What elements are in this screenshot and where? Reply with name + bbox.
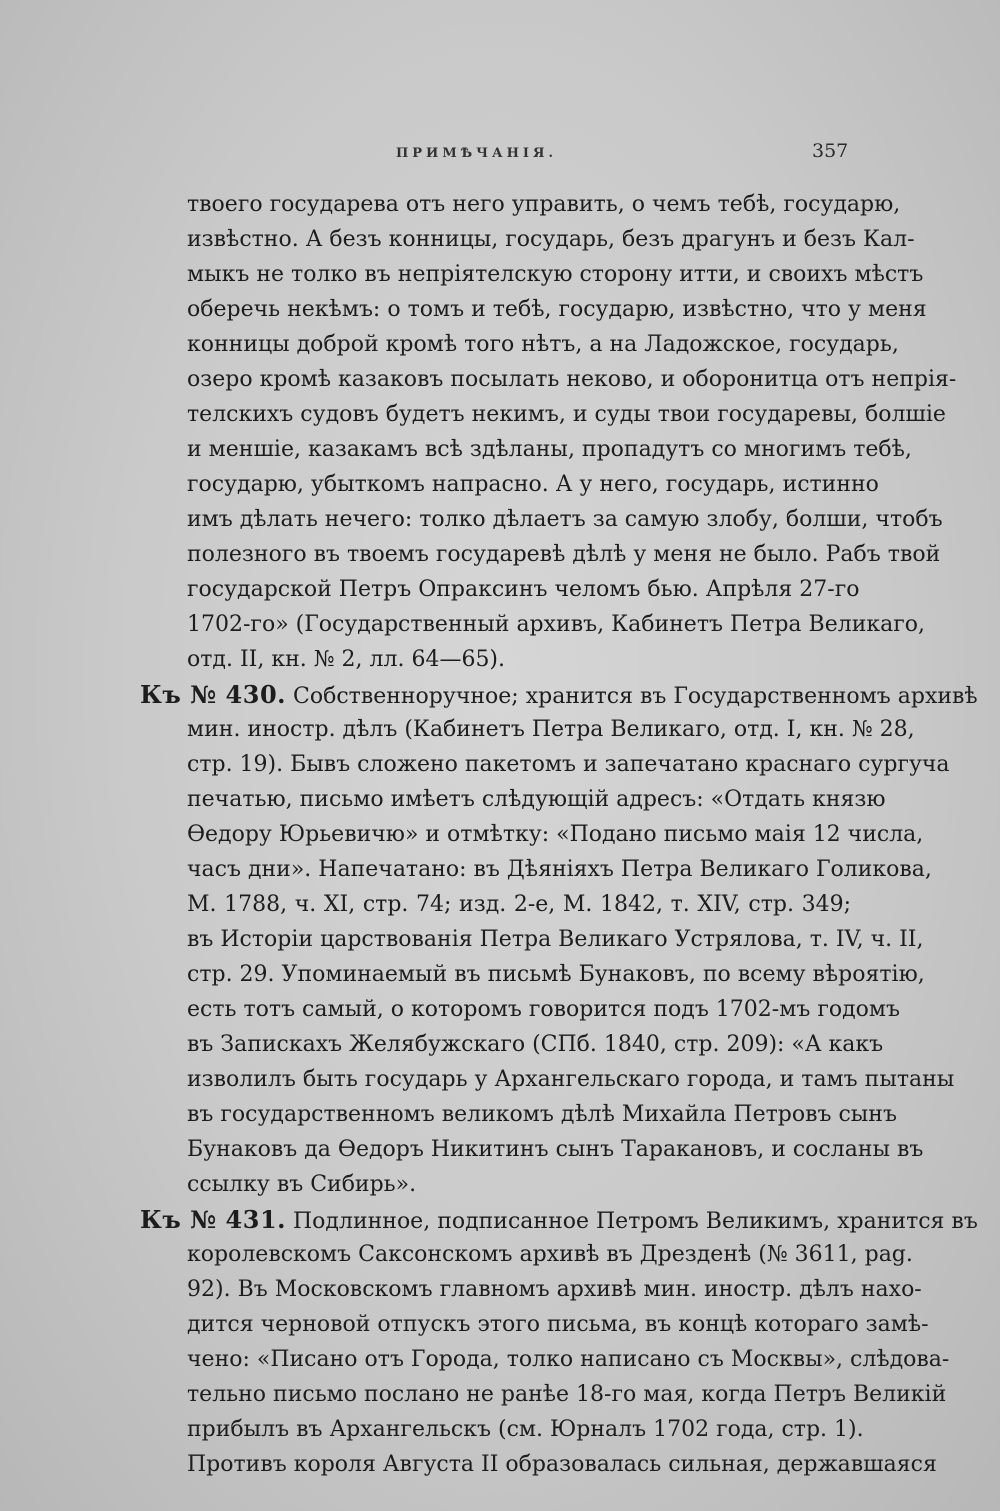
text-line: государской Петръ Опраксинъ челомъ бью. Апрѣля 27-го: [187, 577, 860, 602]
text-line: изволилъ быть государь у Архангельскаго города, и тамъ пытаны: [187, 1067, 955, 1092]
text-line: королевскомъ Саксонскомъ архивѣ въ Дрезденѣ (№ 3611, pag.: [187, 1242, 913, 1267]
text-line: мыкъ не толко въ непріятелскую сторону итти, и своихъ мѣстъ: [187, 262, 924, 287]
note-431-first-text: Подлинное, подписанное Петромъ Великимъ, хранится въ: [293, 1209, 978, 1234]
text-line: есть тотъ самый, о которомъ говорится подъ 1702-мъ годомъ: [187, 997, 901, 1022]
text-line: тельно письмо послано не ранѣе 18-го мая, когда Петръ Великій: [187, 1382, 947, 1407]
note-430-first-line: [140, 680, 978, 712]
text-line: часъ дни». Напечатано: въ Дѣяніяхъ Петра Великаго Голикова,: [187, 857, 932, 882]
running-head: [0, 140, 1000, 170]
note-431-lead: Къ № 431.: [140, 1205, 286, 1234]
text-line: мин. иностр. дѣлъ (Кабинетъ Петра Великаго, отд. I, кн. № 28,: [187, 717, 915, 742]
text-line: телскихъ судовъ будетъ некимъ, и суды твои государевы, болшіе: [187, 402, 946, 427]
text-line: озеро кромѣ казаковъ посылать неково, и оборонитца отъ непрія-: [187, 367, 957, 392]
running-title: ПРИМѢЧАНІЯ.: [396, 146, 557, 161]
text-line: прибылъ въ Архангельскъ (см. Юрналъ 1702 года, стр. 1).: [187, 1417, 864, 1442]
text-line: Ѳедору Юрьевичю» и отмѣтку: «Подано письмо маія 12 числа,: [187, 822, 924, 847]
text-line: извѣстно. А безъ конницы, государь, безъ драгунъ и безъ Кал-: [187, 227, 915, 252]
text-line: конницы доброй кромѣ того нѣтъ, а на Ладожское, государь,: [187, 332, 899, 357]
text-line: 1702-го» (Государственный архивъ, Кабинетъ Петра Великаго,: [187, 612, 925, 637]
text-line: государю, убыткомъ напрасно. А у него, государь, истинно: [187, 472, 879, 497]
note-430-lead: Къ № 430.: [140, 680, 286, 709]
text-line: чено: «Писано отъ Города, толко написано съ Москвы», слѣдова-: [187, 1347, 950, 1372]
text-line: Бунаковъ да Ѳедоръ Никитинъ сынъ Таракановъ, и сосланы въ: [187, 1137, 924, 1162]
page-number: 357: [812, 140, 849, 162]
text-line: полезного въ твоемъ государевѣ дѣлѣ у меня не было. Рабъ твой: [187, 542, 941, 567]
text-line: отд. II, кн. № 2, лл. 64—65).: [187, 647, 506, 672]
text-line: дится черновой отпускъ этого письма, въ концѣ котораго замѣ-: [187, 1312, 929, 1337]
note-430-first-text: Собственноручное; хранится въ Государственномъ архивѣ: [293, 684, 978, 709]
text-line: оберечь некѣмъ: о томъ и тебѣ, государю, извѣстно, что у меня: [187, 297, 927, 322]
text-line: въ Исторіи царствованія Петра Великаго Устрялова, т. IV, ч. II,: [187, 927, 924, 952]
text-line: М. 1788, ч. XI, стр. 74; изд. 2-е, М. 1842, т. XIV, стр. 349;: [187, 892, 851, 917]
text-line: 92). Въ Московскомъ главномъ архивѣ мин. иностр. дѣлъ нахо-: [187, 1277, 922, 1302]
text-line: Противъ короля Августа II образовалась сильная, державшаяся: [187, 1452, 937, 1477]
text-line: твоего государева отъ него управить, о чемъ тебѣ, государю,: [187, 192, 901, 217]
text-line: печатью, письмо имѣетъ слѣдующій адресъ: «Отдать князю: [187, 787, 886, 812]
note-431-first-line: [140, 1205, 978, 1237]
text-line: стр. 19). Бывъ сложено пакетомъ и запечатано краснаго сургуча: [187, 752, 950, 777]
text-line: имъ дѣлать нечего: толко дѣлаетъ за самую злобу, болши, чтобъ: [187, 507, 943, 532]
text-line: и меншіе, казакамъ всѣ здѣланы, пропадутъ со многимъ тебѣ,: [187, 437, 912, 462]
text-line: стр. 29. Упоминаемый въ письмѣ Бунаковъ, по всему вѣроятію,: [187, 962, 925, 987]
text-line: въ государственномъ великомъ дѣлѣ Михайла Петровъ сынъ: [187, 1102, 897, 1127]
text-line: въ Запискахъ Желябужскаго (СПб. 1840, стр. 209): «А какъ: [187, 1032, 884, 1057]
text-line: ссылку въ Сибирь».: [187, 1172, 417, 1197]
